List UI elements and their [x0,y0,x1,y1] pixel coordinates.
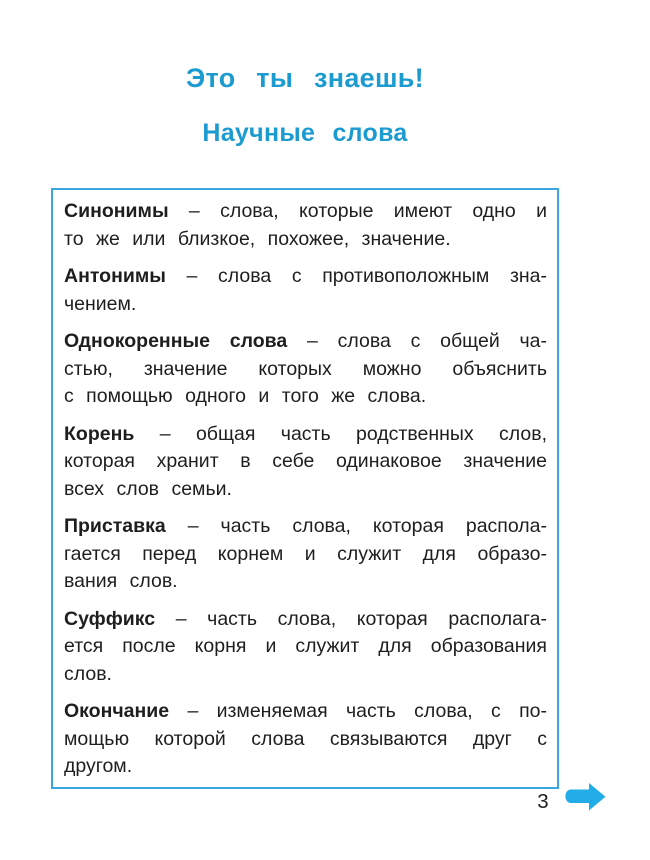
definition-term: Окончание [64,700,170,722]
definition-line: слов. [64,662,112,685]
definition-term: Корень [64,422,135,445]
definition-line: с помощью одного и того же слова. [64,385,427,407]
definition-item [64,198,547,253]
definition-item [64,263,547,318]
definition-line: всех слов семьи. [64,477,232,500]
definition-line: другом. [64,755,133,777]
definition-line: Антонимы – слова с противоположным зна- [64,265,547,287]
definition-item [64,421,547,504]
definitions-box [51,188,559,789]
definition-item [64,606,547,689]
definition-item [64,328,547,411]
definition-line: мощью которой слова связываются друг с [64,727,547,750]
definition-line: гается перед корнем и служит для образо- [64,542,547,565]
definition-line: ется после корня и служит для образования [64,635,547,657]
page-content [51,0,559,789]
next-page-arrow-icon [562,781,608,814]
definition-line: чением. [64,292,137,315]
page-title: Это ты знаешь! [186,63,424,93]
definition-term: Однокоренные слова [64,330,288,352]
definition-line: Приставка – часть слова, которая распола- [64,515,547,537]
definition-line: стью, значение которых можно объяснить [64,357,547,380]
definition-term: Синонимы [64,200,169,222]
definition-line: Корень – общая часть родственных слов, [64,422,547,445]
page-number: 3 [537,790,549,813]
definition-line: Окончание – изменяемая часть слова, с по- [64,700,547,722]
definition-item [64,513,547,596]
definition-line: Синонимы – слова, которые имеют одно и [64,200,547,222]
page-subtitle: Научные слова [202,119,408,147]
definition-line: Однокоренные слова – слова с общей ча- [64,330,548,352]
definition-line: вания слов. [64,570,178,592]
definition-line: Суффикс – часть слова, которая располага- [64,607,547,630]
definition-term: Антонимы [64,265,166,287]
definition-term: Приставка [64,515,166,537]
definition-line: которая хранит в себе одинаковое значение [64,450,547,472]
definition-line: то же или близкое, похожее, значение. [64,227,451,250]
definition-term: Суффикс [64,607,156,630]
definition-item [64,698,547,781]
